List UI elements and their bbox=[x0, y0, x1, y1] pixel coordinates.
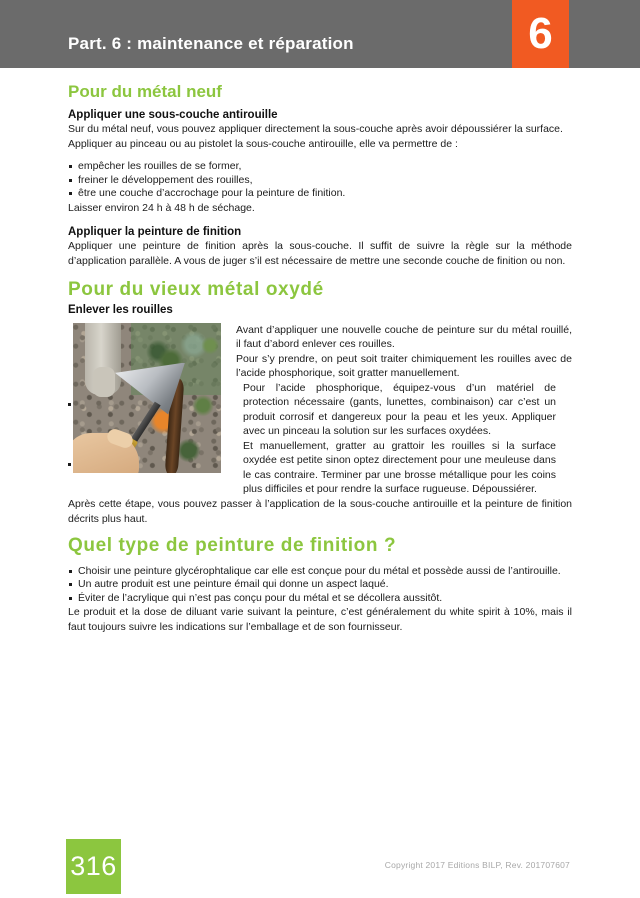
paragraph: Pour s’y prendre, on peut soit traiter chimiquement les rouilles avec de l’acide phosphorique, soit gratter manuellement. bbox=[236, 352, 572, 379]
list-item-text: Un autre produit est une peinture émail qui donne un aspect laqué. bbox=[78, 578, 389, 590]
bullet-icon bbox=[69, 179, 72, 182]
bullet-icon bbox=[69, 570, 72, 573]
subhead-enlever-rouilles: Enlever les rouilles bbox=[68, 303, 173, 316]
list-item bbox=[68, 187, 572, 201]
bullet-list-sous-couche bbox=[68, 160, 572, 201]
list-item-text: être une couche d’accrochage pour la peinture de finition. bbox=[78, 187, 346, 199]
list-item bbox=[68, 160, 572, 174]
page-number-box bbox=[66, 839, 121, 894]
chapter-number: 6 bbox=[528, 9, 553, 58]
figure-rust-scraping-photo bbox=[73, 323, 221, 473]
bullet-list-type-peinture bbox=[68, 565, 572, 606]
section-title-metal-neuf: Pour du métal neuf bbox=[68, 82, 222, 101]
copyright-text: Copyright 2017 Editions BILP, Rev. 201707607 bbox=[384, 860, 570, 870]
list-item-text: Choisir une peinture glycérophtalique car elle est conçue pour du métal et possède aussi de l’antirouille. bbox=[78, 564, 561, 577]
figure-column bbox=[68, 323, 221, 497]
photo-stone-post-base bbox=[93, 367, 115, 397]
chapter-tab bbox=[512, 0, 569, 68]
part-title: Part. 6 : maintenance et réparation bbox=[68, 34, 354, 53]
bullet-icon bbox=[69, 165, 72, 168]
list-item bbox=[68, 565, 572, 579]
list-item-text: freiner le développement des rouilles, bbox=[78, 173, 253, 186]
paragraph: Appliquer une peinture de finition après la sous-couche. Il suffit de suivre la règle sur la méthode d’application parallèle. A vous de juger s’il est nécessaire de mettre une seconde couche de finition ou non. bbox=[68, 239, 572, 267]
figure-text-column bbox=[236, 323, 572, 497]
list-item-text: Éviter de l’acrylique qui n’est pas conçu pour du métal et se décollera aussitôt. bbox=[78, 591, 443, 604]
list-item bbox=[68, 592, 572, 606]
bullet-icon bbox=[69, 597, 72, 600]
figure-row bbox=[68, 323, 572, 497]
header-band bbox=[0, 0, 640, 68]
paragraph: Le produit et la dose de diluant varie suivant la peinture, c’est généralement du white spirit à 10%, mais il faut toujours suivre les indications sur l’emballage et de son fournisseur. bbox=[68, 606, 572, 633]
paragraph: Après cette étape, vous pouvez passer à l’application de la sous-couche antirouille et la peinture de finition décrits plus haut. bbox=[68, 497, 572, 525]
paragraph: Sur du métal neuf, vous pouvez appliquer directement la sous-couche après avoir dépoussiérer la surface. bbox=[68, 123, 563, 135]
bullet-icon bbox=[69, 192, 72, 195]
paragraph: Appliquer au pinceau ou au pistolet la sous-couche antirouille, elle va permettre de : bbox=[68, 138, 458, 150]
bullet-paragraph: Et manuellement, gratter au grattoir les rouilles si la surface oxydée est petite sinon optez directement pour une meuleuse dans le cas contraire. Terminer par une brosse métallique pour les coins plus difficiles et pour rendre la surface rugueuse. Dépoussiérer. bbox=[243, 439, 556, 495]
section-title-vieux-metal: Pour du vieux métal oxydé bbox=[68, 278, 324, 300]
bullet-icon bbox=[69, 583, 72, 586]
section-title-type-peinture: Quel type de peinture de finition ? bbox=[68, 534, 397, 556]
list-item bbox=[68, 174, 572, 188]
page-content bbox=[0, 68, 640, 635]
bullet-paragraph: Pour l’acide phosphorique, équipez-vous d’un matériel de protection nécessaire (gants, lunettes, combinaison) car c’est un produit corrosif et dangereux pour la peau et les yeux. Appliquer avec un pinceau la solution sur les surfaces oxydées. bbox=[243, 381, 556, 437]
page-number: 316 bbox=[70, 851, 117, 881]
paragraph: Laisser environ 24 h à 48 h de séchage. bbox=[68, 201, 255, 214]
paragraph: Avant d’appliquer une nouvelle couche de peinture sur du métal rouillé, il faut d’abord enlever ces rouilles. bbox=[236, 323, 572, 350]
list-item bbox=[68, 578, 572, 592]
subhead-sous-couche: Appliquer une sous-couche antirouille bbox=[68, 109, 278, 121]
subhead-peinture-finition: Appliquer la peinture de finition bbox=[68, 225, 242, 238]
list-item-text: empêcher les rouilles de se former, bbox=[78, 160, 242, 172]
